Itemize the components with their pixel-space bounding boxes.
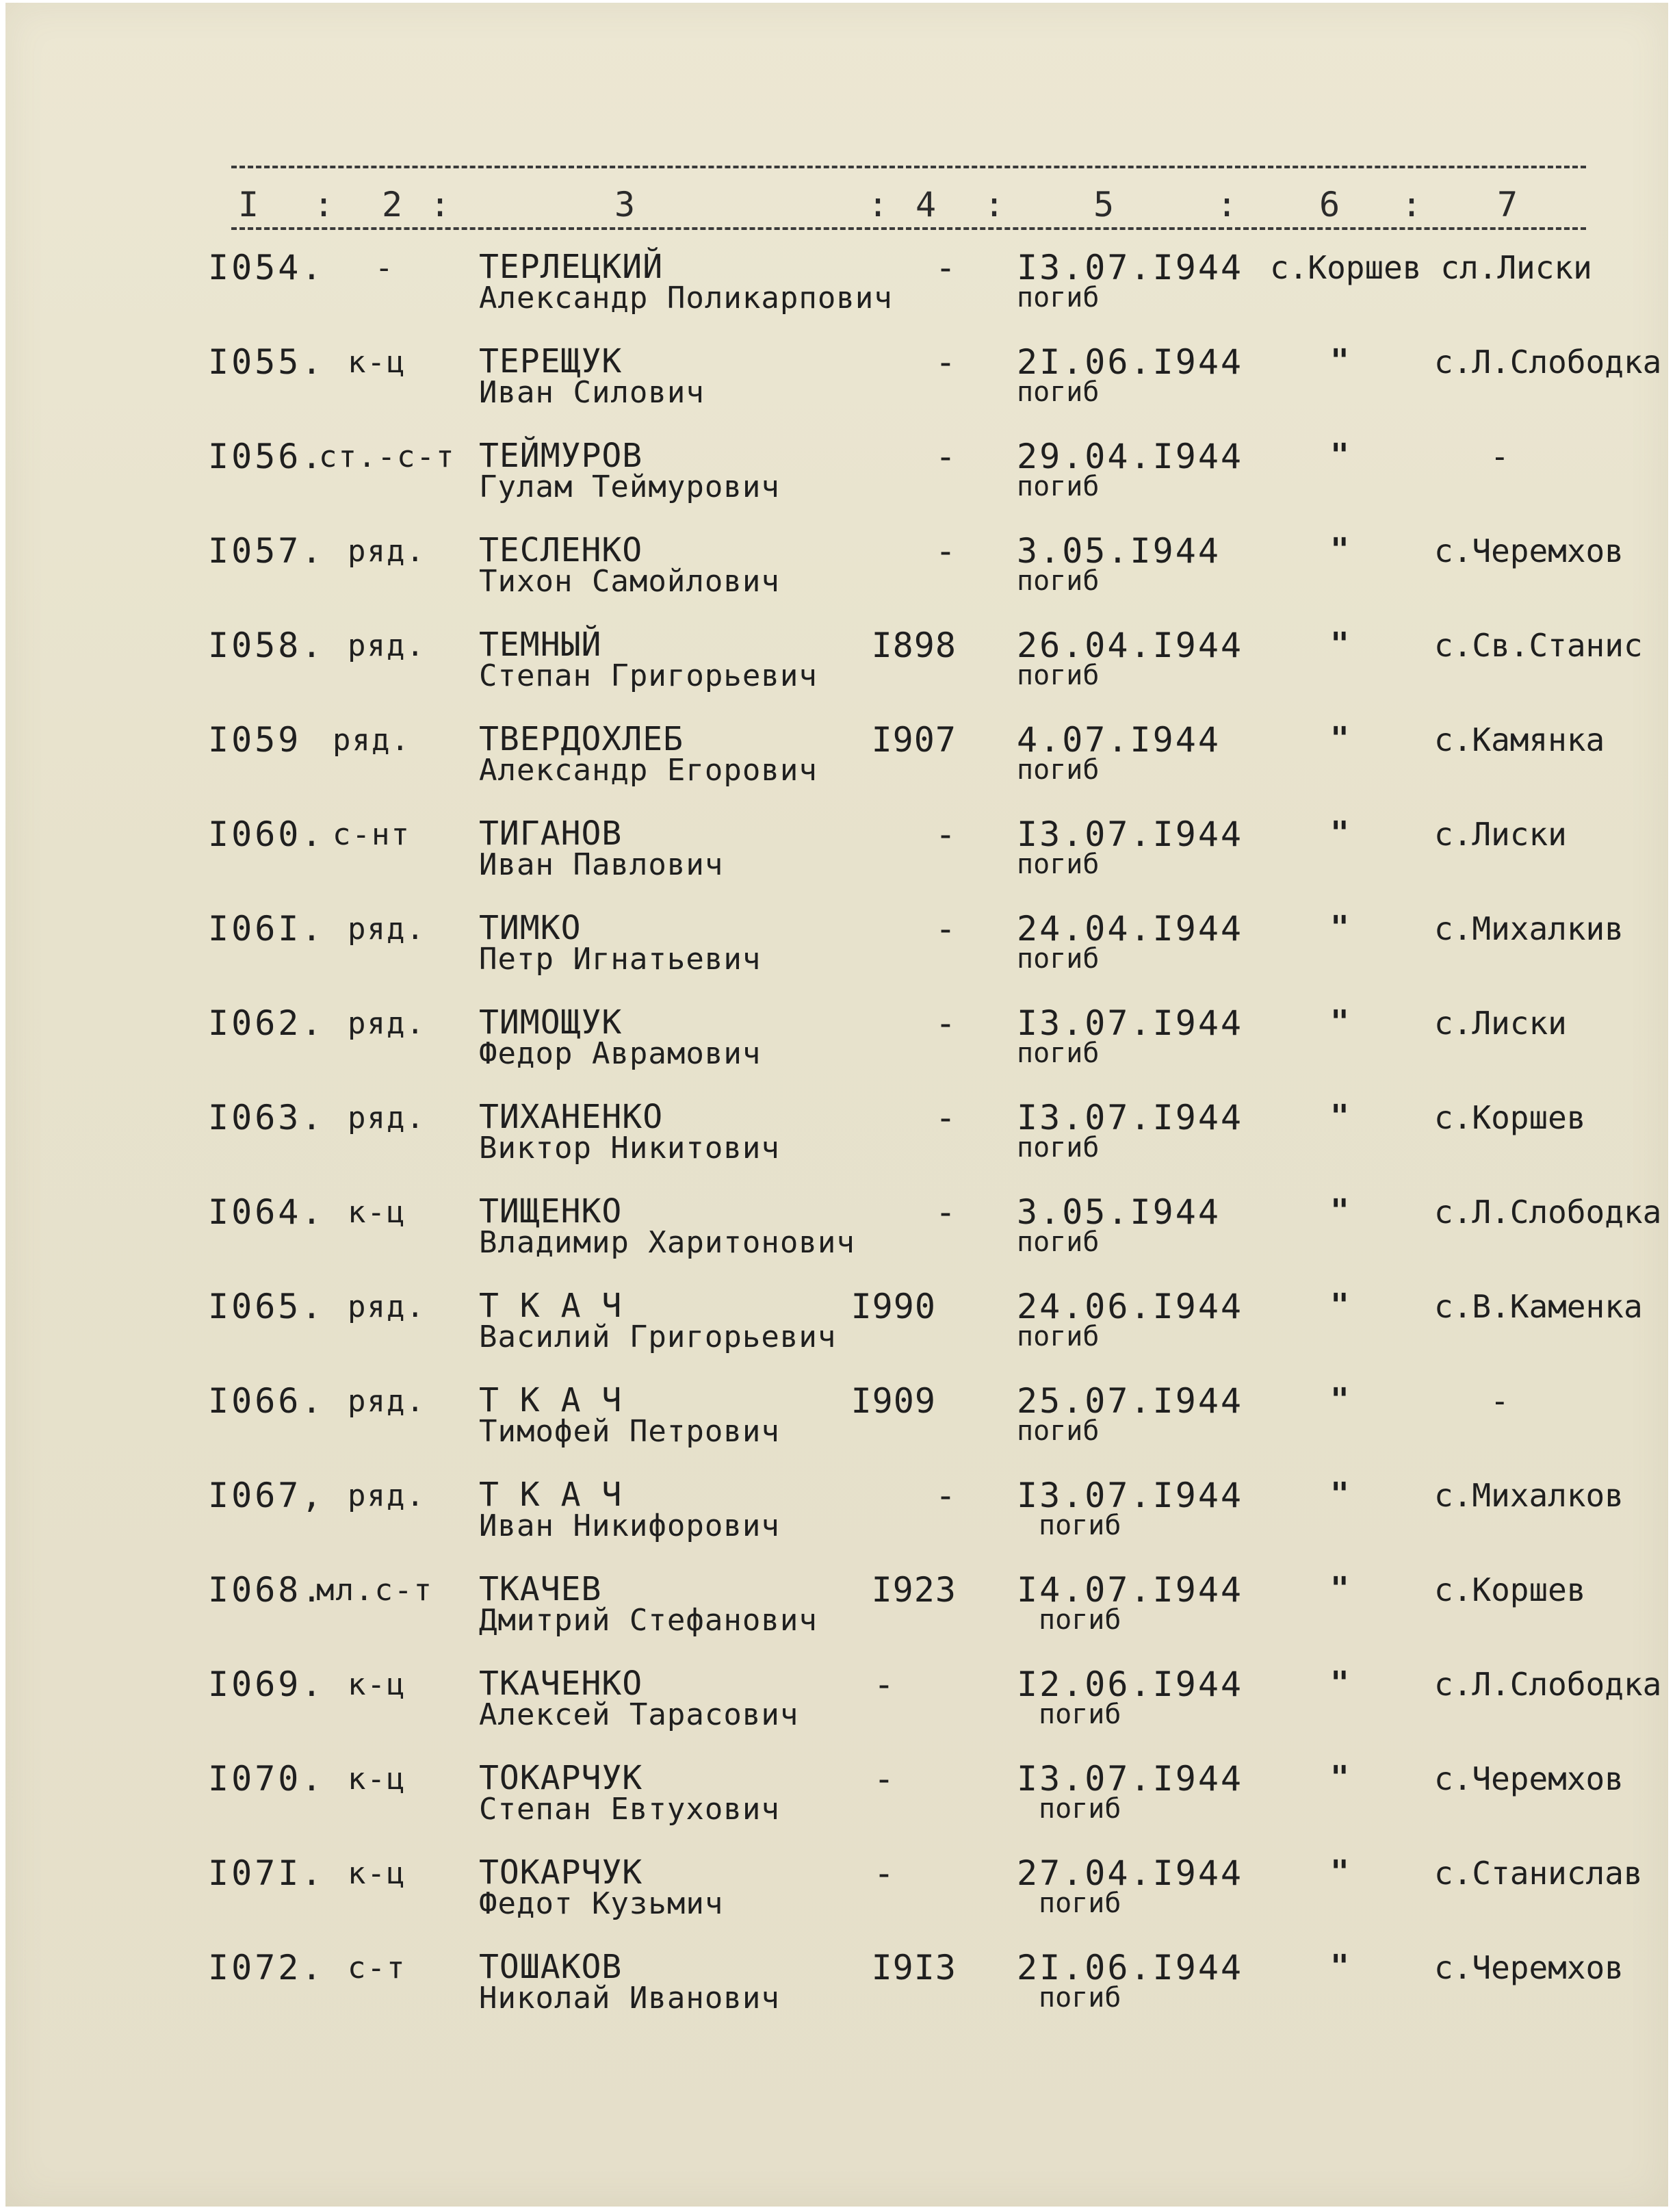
header-sep: :: [1217, 185, 1238, 224]
record-status: погиб: [1039, 1888, 1121, 1919]
ditto-mark: ": [1330, 1476, 1349, 1513]
record-status: погиб: [1017, 849, 1100, 880]
record-surname: ТИХАНЕНКО: [479, 1098, 664, 1136]
record-rank: к-ц: [348, 1195, 406, 1230]
header-col-3: 3: [614, 185, 637, 224]
record-burial-place: с.Черемхов: [1434, 1760, 1624, 1797]
record-row: [5, 1664, 1668, 1747]
ditto-mark: ": [1330, 1759, 1349, 1796]
ditto-mark: ": [1330, 1003, 1349, 1040]
record-number: I056.: [208, 437, 325, 476]
record-given-name: Федот Кузьмич: [479, 1886, 724, 1921]
record-burial-place: с.Станислав: [1434, 1855, 1643, 1892]
record-rank: к-ц: [348, 1667, 406, 1702]
record-date: 29.04.I944: [1017, 437, 1244, 476]
record-surname: ТЕРЛЕЦКИЙ: [479, 248, 664, 286]
record-status: погиб: [1017, 1226, 1100, 1258]
record-burial-place: с.Коршев сл.Лиски: [1270, 249, 1592, 286]
record-status: погиб: [1017, 1038, 1100, 1069]
record-number: I069.: [208, 1664, 325, 1704]
record-number: I054.: [208, 248, 325, 287]
record-date: 24.04.I944: [1017, 909, 1244, 949]
record-number: I070.: [208, 1759, 325, 1799]
record-birth-year: -: [935, 1476, 957, 1515]
header-sep: :: [868, 185, 889, 224]
record-burial-place: с.Черемхов: [1434, 532, 1624, 569]
record-date: I3.07.I944: [1017, 1098, 1244, 1137]
record-surname: Т К А Ч: [479, 1381, 623, 1419]
ditto-mark: ": [1330, 1853, 1349, 1890]
record-birth-year: I898: [871, 626, 957, 665]
record-row: [5, 1003, 1668, 1085]
record-status: погиб: [1017, 282, 1100, 313]
record-rank: ряд.: [348, 1478, 426, 1513]
record-burial-place: с.Л.Слободка: [1434, 344, 1662, 381]
record-burial-place: -: [1490, 438, 1509, 475]
record-row: [5, 626, 1668, 708]
record-burial-place: с.Лиски: [1434, 1005, 1567, 1042]
record-burial-place: с.Лиски: [1434, 816, 1567, 853]
record-status: погиб: [1017, 1415, 1100, 1447]
record-date: 2I.06.I944: [1017, 342, 1244, 382]
record-date: 26.04.I944: [1017, 626, 1244, 665]
column-header: [231, 166, 1586, 234]
record-status: погиб: [1039, 1510, 1121, 1541]
record-birth-year: -: [873, 1853, 895, 1893]
header-col-2: 2: [382, 185, 404, 224]
ditto-mark: ": [1330, 1570, 1349, 1607]
ditto-mark: ": [1330, 1948, 1349, 1985]
record-given-name: Александр Поликарпович: [479, 281, 893, 316]
record-birth-year: -: [935, 909, 957, 949]
record-number: I062.: [208, 1003, 325, 1043]
record-given-name: Дмитрий Стефанович: [479, 1603, 818, 1638]
record-status: погиб: [1017, 376, 1100, 408]
record-row: [5, 1287, 1668, 1369]
record-surname: ТИМОЩУК: [479, 1003, 623, 1042]
record-birth-year: -: [935, 1192, 957, 1232]
record-status: погиб: [1017, 660, 1100, 691]
record-birth-year: -: [873, 1664, 895, 1704]
record-rank: ряд.: [348, 912, 426, 947]
ditto-mark: ": [1330, 814, 1349, 851]
record-rank: к-ц: [348, 1856, 406, 1891]
record-row: [5, 1098, 1668, 1180]
ditto-mark: ": [1330, 531, 1349, 568]
record-rank: ряд.: [333, 723, 411, 758]
record-rank: к-ц: [348, 1762, 406, 1797]
record-birth-year: -: [935, 437, 957, 476]
record-surname: ТОКАРЧУК: [479, 1853, 643, 1892]
record-date: 24.06.I944: [1017, 1287, 1244, 1326]
record-row: [5, 248, 1668, 330]
record-burial-place: с.Л.Слободка: [1434, 1666, 1662, 1703]
record-date: I3.07.I944: [1017, 1003, 1244, 1043]
record-rank: мл.с-т: [316, 1573, 433, 1608]
record-surname: ТЕМНЫЙ: [479, 626, 602, 664]
record-given-name: Виктор Никитович: [479, 1131, 780, 1166]
record-given-name: Тихон Самойлович: [479, 564, 780, 599]
record-surname: ТЕРЕЩУК: [479, 342, 623, 381]
record-number: I065.: [208, 1287, 325, 1326]
header-sep: :: [984, 185, 1005, 224]
ditto-mark: ": [1330, 1664, 1349, 1701]
record-date: 27.04.I944: [1017, 1853, 1244, 1893]
record-surname: Т К А Ч: [479, 1287, 623, 1325]
record-date: 3.05.I944: [1017, 531, 1221, 571]
record-number: I066.: [208, 1381, 325, 1421]
record-date: I4.07.I944: [1017, 1570, 1244, 1610]
record-row: [5, 720, 1668, 802]
record-date: I3.07.I944: [1017, 814, 1244, 854]
record-burial-place: с.Коршев: [1434, 1099, 1586, 1136]
record-number: I064.: [208, 1192, 325, 1232]
header-col-1: I: [238, 185, 261, 224]
record-rank: ряд.: [348, 1101, 426, 1135]
record-birth-year: -: [935, 1098, 957, 1137]
record-number: I072.: [208, 1948, 325, 1988]
record-surname: ТОШАКОВ: [479, 1948, 623, 1986]
header-sep: :: [1401, 185, 1423, 224]
record-surname: ТОКАРЧУК: [479, 1759, 643, 1797]
record-row: [5, 1381, 1668, 1463]
record-given-name: Степан Григорьевич: [479, 658, 818, 693]
ditto-mark: ": [1330, 1192, 1349, 1229]
record-given-name: Степан Евтухович: [479, 1792, 780, 1827]
record-number: I067,: [208, 1476, 325, 1515]
record-row: [5, 1192, 1668, 1274]
record-date: I3.07.I944: [1017, 248, 1244, 287]
record-burial-place: с.Михалкив: [1434, 910, 1624, 947]
record-given-name: Иван Павлович: [479, 847, 724, 882]
record-status: погиб: [1017, 1132, 1100, 1163]
record-row: [5, 814, 1668, 897]
record-row: [5, 342, 1668, 424]
record-number: I059: [208, 720, 302, 760]
record-burial-place: с.Коршев: [1434, 1571, 1586, 1608]
record-number: I057.: [208, 531, 325, 571]
record-rank: ст.-с-т: [319, 439, 456, 474]
record-date: I3.07.I944: [1017, 1759, 1244, 1799]
record-burial-place: с.В.Каменка: [1434, 1288, 1643, 1325]
record-status: погиб: [1017, 471, 1100, 502]
record-birth-year: I9I3: [871, 1948, 957, 1988]
record-given-name: Николай Иванович: [479, 1981, 780, 2016]
record-given-name: Иван Никифорович: [479, 1508, 780, 1543]
record-given-name: Иван Силович: [479, 375, 705, 410]
record-given-name: Тимофей Петрович: [479, 1414, 780, 1449]
record-surname: ТВЕРДОХЛЕБ: [479, 720, 684, 758]
record-number: I068.: [208, 1570, 325, 1610]
header-sep: :: [430, 185, 451, 224]
record-number: I055.: [208, 342, 325, 382]
record-birth-year: I907: [871, 720, 957, 760]
record-row: [5, 531, 1668, 613]
record-status: погиб: [1017, 565, 1100, 597]
ditto-mark: ": [1330, 720, 1349, 757]
record-date: 4.07.I944: [1017, 720, 1221, 760]
record-given-name: Гулам Теймурович: [479, 470, 780, 504]
ditto-mark: ": [1330, 626, 1349, 663]
ditto-mark: ": [1330, 1381, 1349, 1418]
record-number: I060.: [208, 814, 325, 854]
record-surname: ТКАЧЕНКО: [479, 1664, 643, 1703]
record-number: I07I.: [208, 1853, 325, 1893]
ditto-mark: ": [1330, 342, 1349, 379]
header-col-6: 6: [1319, 185, 1342, 224]
record-birth-year: -: [935, 1003, 957, 1043]
record-row: [5, 909, 1668, 991]
header-sep: :: [313, 185, 335, 224]
record-surname: ТИЩЕНКО: [479, 1192, 623, 1231]
record-birth-year: -: [873, 1759, 895, 1799]
record-status: погиб: [1039, 1793, 1121, 1825]
record-rank: -: [375, 250, 395, 285]
record-row: [5, 437, 1668, 519]
record-date: I2.06.I944: [1017, 1664, 1244, 1704]
record-birth-year: I923: [871, 1570, 957, 1610]
record-surname: ТЕСЛЕНКО: [479, 531, 643, 569]
header-rule-top: [231, 166, 1586, 168]
record-given-name: Петр Игнатьевич: [479, 942, 762, 977]
record-row: [5, 1853, 1668, 1936]
record-burial-place: -: [1490, 1382, 1509, 1419]
record-rank: с-т: [348, 1951, 406, 1985]
record-row: [5, 1570, 1668, 1652]
record-burial-place: с.Камянка: [1434, 721, 1605, 758]
record-birth-year: -: [935, 814, 957, 854]
record-number: I06I.: [208, 909, 325, 949]
record-status: погиб: [1039, 1604, 1121, 1636]
ditto-mark: ": [1330, 1287, 1349, 1324]
record-status: погиб: [1017, 943, 1100, 975]
record-date: 3.05.I944: [1017, 1192, 1221, 1232]
record-row: [5, 1948, 1668, 2030]
record-rank: ряд.: [348, 628, 426, 663]
record-birth-year: -: [935, 342, 957, 382]
record-given-name: Федор Аврамович: [479, 1036, 762, 1071]
ditto-mark: ": [1330, 909, 1349, 946]
record-birth-year: I990: [851, 1287, 936, 1326]
record-number: I058.: [208, 626, 325, 665]
record-surname: Т К А Ч: [479, 1476, 623, 1514]
record-surname: ТИМКО: [479, 909, 582, 947]
record-status: погиб: [1017, 1321, 1100, 1352]
record-burial-place: с.Св.Станис: [1434, 627, 1643, 664]
record-burial-place: с.Л.Слободка: [1434, 1194, 1662, 1231]
record-rank: ряд.: [348, 1006, 426, 1041]
record-rank: ряд.: [348, 1289, 426, 1324]
record-date: 2I.06.I944: [1017, 1948, 1244, 1988]
record-rank: ряд.: [348, 534, 426, 569]
record-surname: ТКАЧЕВ: [479, 1570, 602, 1608]
record-birth-year: I909: [851, 1381, 936, 1421]
record-given-name: Василий Григорьевич: [479, 1320, 837, 1354]
record-status: погиб: [1017, 754, 1100, 786]
record-row: [5, 1476, 1668, 1558]
record-birth-year: -: [935, 531, 957, 571]
record-number: I063.: [208, 1098, 325, 1137]
record-status: погиб: [1039, 1699, 1121, 1730]
header-col-4: 4: [916, 185, 938, 224]
record-row: [5, 1759, 1668, 1841]
record-rank: к-ц: [348, 345, 406, 380]
record-given-name: Алексей Тарасович: [479, 1697, 799, 1732]
record-rank: ряд.: [348, 1384, 426, 1419]
record-given-name: Александр Егорович: [479, 753, 818, 788]
record-given-name: Владимир Харитонович: [479, 1225, 855, 1260]
record-date: I3.07.I944: [1017, 1476, 1244, 1515]
document-page: [5, 3, 1668, 2207]
record-rank: с-нт: [333, 817, 411, 852]
record-surname: ТИГАНОВ: [479, 814, 623, 853]
record-date: 25.07.I944: [1017, 1381, 1244, 1421]
ditto-mark: ": [1330, 437, 1349, 474]
record-burial-place: с.Михалков: [1434, 1477, 1624, 1514]
header-rule-bottom: [231, 227, 1586, 230]
record-surname: ТЕЙМУРОВ: [479, 437, 643, 475]
record-burial-place: с.Черемхов: [1434, 1949, 1624, 1986]
record-status: погиб: [1039, 1982, 1121, 2014]
record-birth-year: -: [935, 248, 957, 287]
ditto-mark: ": [1330, 1098, 1349, 1135]
header-col-7: 7: [1497, 185, 1520, 224]
header-col-5: 5: [1093, 185, 1116, 224]
